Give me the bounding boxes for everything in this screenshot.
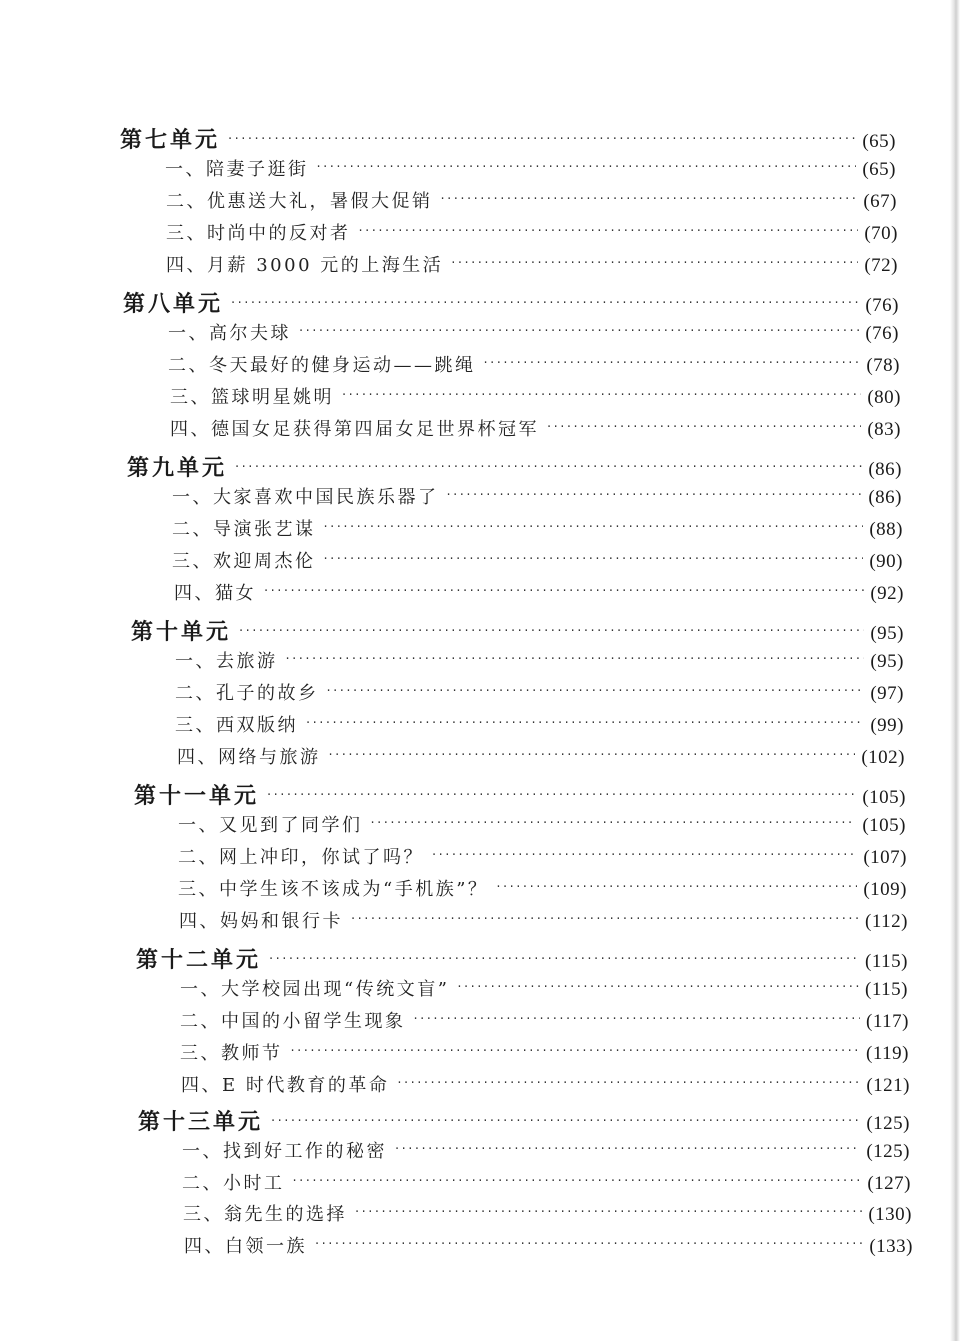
toc-unit-7[interactable] [120,123,896,154]
toc-unit-12[interactable] [136,943,908,974]
page-number: (127) [867,1173,911,1194]
dot-leader [327,684,865,699]
toc-lesson[interactable] [170,383,901,409]
page-number: (133) [869,1236,913,1257]
lesson-title: 一、大家喜欢中国民族乐器了 [172,487,439,508]
toc-lesson[interactable] [168,319,899,345]
lesson-title: 一、又见到了同学们 [178,815,363,836]
dot-leader [231,296,859,311]
lesson-title: 三、西双版纳 [175,715,298,736]
unit-title: 第九单元 [127,456,228,481]
dot-leader [324,552,864,567]
dot-leader [271,1114,860,1129]
dot-leader [484,356,861,371]
lesson-title: 四、妈妈和银行卡 [179,911,343,932]
page-number: (125) [866,1141,910,1162]
lesson-title: 二、小时工 [182,1173,285,1194]
lesson-title: 一、去旅游 [175,651,278,672]
lesson-title: 四、网络与旅游 [177,747,321,768]
lesson-title: 三、翁先生的选择 [183,1204,347,1225]
page-number: (83) [867,419,901,440]
toc-unit-11[interactable] [134,779,906,810]
lesson-title: 三、时尚中的反对者 [166,223,351,244]
page-number: (76) [865,295,899,316]
page-number: (102) [861,747,905,768]
lesson-title: 一、大学校园出现“传统文盲” [180,979,450,1000]
lesson-title: 二、中国的小留学生现象 [180,1011,406,1032]
toc-lesson[interactable] [180,1007,909,1033]
page-number: (130) [868,1204,912,1225]
toc-lesson[interactable] [165,155,896,181]
unit-title: 第十单元 [131,620,232,645]
toc-lesson[interactable] [181,1071,910,1097]
page-number: (78) [866,355,900,376]
toc-unit-10[interactable] [131,615,904,646]
dot-leader [267,788,856,803]
dot-leader [293,1174,862,1189]
page-number: (80) [867,387,901,408]
dot-leader [496,880,857,895]
dot-leader [441,192,858,207]
page-number: (88) [869,519,903,540]
unit-title: 第七单元 [120,128,221,153]
dot-leader [371,816,857,831]
dot-leader [291,1044,861,1059]
dot-leader [451,256,858,271]
dot-leader [447,488,863,503]
page-number: (86) [868,487,902,508]
page-number: (112) [865,911,908,932]
page-number: (95) [870,651,904,672]
toc-lesson[interactable] [172,515,903,541]
lesson-title: 三、中学生该不该成为“手机族”？ [178,879,489,900]
toc-lesson[interactable] [175,679,904,705]
page-number: (65) [862,159,896,180]
dot-leader [228,132,856,147]
toc-lesson[interactable] [178,843,907,869]
toc-lesson[interactable] [166,187,897,213]
dot-leader [359,224,859,239]
toc-lesson[interactable] [180,975,908,1001]
page-number: (109) [863,879,907,900]
dot-leader [286,652,865,667]
page-number: (67) [863,191,897,212]
page-number: (76) [865,323,899,344]
unit-title: 第十一单元 [134,784,260,809]
lesson-title: 一、找到好工作的秘密 [182,1141,387,1162]
lesson-title: 三、教师节 [180,1043,283,1064]
dot-leader [414,1012,861,1027]
lesson-title: 四、白领一族 [184,1236,307,1257]
dot-leader [306,716,864,731]
lesson-title: 二、孔子的故乡 [175,683,319,704]
dot-leader [351,912,859,927]
dot-leader [317,160,857,175]
dot-leader [432,848,857,863]
dot-leader [315,1237,863,1252]
toc-unit-8[interactable] [123,287,899,318]
page-number: (70) [864,223,898,244]
dot-leader [239,624,864,639]
dot-leader [324,520,864,535]
dot-leader [397,1076,860,1091]
lesson-title: 四、月薪 3000 元的上海生活 [166,255,444,276]
toc-lesson[interactable] [179,907,908,933]
toc-lesson[interactable] [166,219,898,245]
dot-leader [395,1142,860,1157]
toc-lesson[interactable] [166,251,898,277]
toc-lesson[interactable] [175,711,904,737]
lesson-title: 四、猫女 [174,583,256,604]
dot-leader [235,460,862,475]
unit-title: 第十三单元 [138,1110,264,1135]
page-number: (105) [862,787,906,808]
toc-lesson[interactable] [184,1232,913,1258]
page-number: (65) [862,131,896,152]
lesson-title: 二、导演张艺谋 [172,519,316,540]
unit-title: 第十二单元 [136,948,262,973]
toc-lesson[interactable] [180,1039,909,1065]
lesson-title: 二、冬天最好的健身运动——跳绳 [168,355,476,376]
toc-lesson[interactable] [183,1200,912,1226]
toc-lesson[interactable] [172,483,902,509]
lesson-title: 三、篮球明星姚明 [170,387,334,408]
page-number: (99) [870,715,904,736]
dot-leader [457,980,859,995]
page-number: (90) [869,551,903,572]
dot-leader [342,388,861,403]
lesson-title: 三、欢迎周杰伦 [172,551,316,572]
dot-leader [547,420,861,435]
lesson-title: 四、E 时代教育的革命 [181,1075,390,1096]
page-number: (97) [870,683,904,704]
page-number: (86) [868,459,902,480]
page-number: (107) [863,847,907,868]
toc-lesson[interactable] [178,811,906,837]
page-number: (105) [862,815,906,836]
dot-leader [329,748,856,763]
toc-lesson[interactable] [182,1169,911,1195]
lesson-title: 二、网上冲印，你试了吗？ [178,847,424,868]
toc-lesson[interactable] [177,743,905,769]
page-number: (72) [864,255,898,276]
toc-lesson[interactable] [172,547,903,573]
page-number: (115) [865,979,908,1000]
dot-leader [299,324,859,339]
toc-lesson[interactable] [170,415,901,441]
toc-unit-9[interactable] [127,451,902,482]
page-number: (119) [866,1043,909,1064]
page-number: (117) [866,1011,909,1032]
toc-lesson[interactable] [168,351,900,377]
lesson-title: 一、陪妻子逛街 [165,159,309,180]
page-number: (121) [866,1075,910,1096]
lesson-title: 一、高尔夫球 [168,323,291,344]
toc-unit-13[interactable] [138,1105,910,1136]
toc-lesson[interactable] [178,875,907,901]
toc-lesson[interactable] [182,1137,910,1163]
dot-leader [264,584,864,599]
page-number: (95) [870,623,904,644]
lesson-title: 二、优惠送大礼，暑假大促销 [166,191,433,212]
dot-leader [269,952,859,967]
toc-lesson[interactable] [175,647,904,673]
page-number: (125) [866,1113,910,1134]
toc-lesson[interactable] [174,579,904,605]
lesson-title: 四、德国女足获得第四届女足世界杯冠军 [170,419,539,440]
unit-title: 第八单元 [123,292,224,317]
dot-leader [355,1205,862,1220]
page-number: (115) [865,951,908,972]
page-number: (92) [870,583,904,604]
